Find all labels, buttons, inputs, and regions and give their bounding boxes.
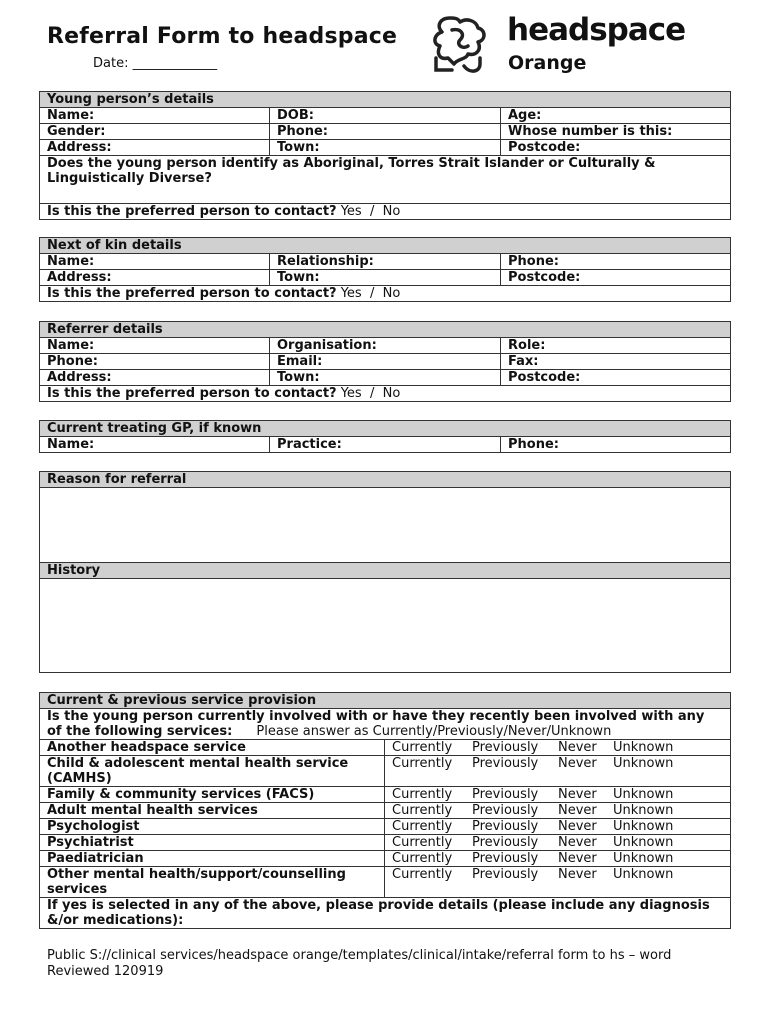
service-label: Adult mental health services [40, 803, 385, 819]
reason-heading: Reason for referral [40, 472, 731, 488]
gp-phone-field[interactable]: Phone: [501, 437, 731, 453]
yp-identify-question[interactable]: Does the young person identify as Aboriginal, Torres Strait Islander or Culturally & Linguistically Diverse? [40, 156, 731, 204]
option-never[interactable]: Never [558, 851, 597, 866]
reason-history-section [39, 471, 731, 673]
yp-preferred-contact[interactable] [40, 204, 731, 220]
date-field[interactable] [93, 56, 217, 71]
ref-role-field[interactable]: Role: [501, 338, 731, 354]
gp-name-field[interactable]: Name: [40, 437, 270, 453]
reason-text-area[interactable] [40, 488, 731, 563]
option-previously[interactable]: Previously [472, 787, 539, 802]
option-currently[interactable]: Currently [392, 787, 453, 802]
next-of-kin-heading: Next of kin details [40, 238, 731, 254]
nok-postcode-field[interactable]: Postcode: [501, 270, 731, 286]
yp-address-field[interactable]: Address: [40, 140, 270, 156]
service-status-options [385, 867, 731, 898]
footer-note: Public S://clinical services/headspace orange/templates/clinical/intake/referral form to hs – word Reviewed 120919 [47, 948, 672, 979]
option-unknown[interactable]: Unknown [613, 819, 674, 834]
ref-yes-no[interactable]: Yes / No [340, 386, 401, 401]
history-heading: History [40, 563, 731, 579]
service-label: Child & adolescent mental health service (CAMHS) [40, 756, 385, 787]
ref-town-field[interactable]: Town: [270, 370, 501, 386]
headspace-logo [430, 12, 690, 78]
gp-section [39, 420, 731, 453]
services-heading: Current & previous service provision [40, 693, 731, 709]
service-label: Another headspace service [40, 740, 385, 756]
option-previously[interactable]: Previously [472, 803, 539, 818]
service-row [40, 835, 731, 851]
option-unknown[interactable]: Unknown [613, 867, 674, 882]
service-label: Paediatrician [40, 851, 385, 867]
history-text-area[interactable] [40, 579, 731, 673]
nok-relationship-field[interactable]: Relationship: [270, 254, 501, 270]
service-row [40, 756, 731, 787]
option-currently[interactable]: Currently [392, 851, 453, 866]
service-status-options [385, 787, 731, 803]
nok-yes-no[interactable]: Yes / No [340, 286, 401, 301]
next-of-kin-section [39, 237, 731, 302]
ref-name-field[interactable]: Name: [40, 338, 270, 354]
option-unknown[interactable]: Unknown [613, 740, 674, 755]
service-row [40, 851, 731, 867]
ref-preferred-contact[interactable] [40, 386, 731, 402]
services-section [39, 692, 731, 929]
ref-phone-field[interactable]: Phone: [40, 354, 270, 370]
service-label: Psychologist [40, 819, 385, 835]
yp-gender-field[interactable]: Gender: [40, 124, 270, 140]
logo-subtitle: Orange [508, 52, 587, 74]
nok-address-field[interactable]: Address: [40, 270, 270, 286]
option-unknown[interactable]: Unknown [613, 756, 674, 771]
services-instruction: Please answer as Currently/Previously/Never/Unknown [256, 724, 612, 739]
service-label: Other mental health/support/counselling services [40, 867, 385, 898]
ref-address-field[interactable]: Address: [40, 370, 270, 386]
service-row [40, 803, 731, 819]
service-status-options [385, 803, 731, 819]
option-never[interactable]: Never [558, 835, 597, 850]
service-row [40, 740, 731, 756]
services-question-text: Is the young person currently involved with or have they recently been involved with any of the following services: [47, 709, 705, 739]
ref-postcode-field[interactable]: Postcode: [501, 370, 731, 386]
yp-age-field[interactable]: Age: [501, 108, 731, 124]
ref-fax-field[interactable]: Fax: [501, 354, 731, 370]
nok-name-field[interactable]: Name: [40, 254, 270, 270]
option-unknown[interactable]: Unknown [613, 803, 674, 818]
option-currently[interactable]: Currently [392, 740, 453, 755]
ref-email-field[interactable]: Email: [270, 354, 501, 370]
ref-preferred-label: Is this the preferred person to contact? [47, 386, 337, 401]
nok-phone-field[interactable]: Phone: [501, 254, 731, 270]
service-status-options [385, 756, 731, 787]
yp-whose-number-field[interactable]: Whose number is this: [501, 124, 731, 140]
option-previously[interactable]: Previously [472, 851, 539, 866]
service-row [40, 819, 731, 835]
option-currently[interactable]: Currently [392, 819, 453, 834]
young-person-section [39, 91, 731, 220]
option-previously[interactable]: Previously [472, 867, 539, 882]
option-never[interactable]: Never [558, 819, 597, 834]
ref-organisation-field[interactable]: Organisation: [270, 338, 501, 354]
option-currently[interactable]: Currently [392, 867, 453, 882]
option-never[interactable]: Never [558, 740, 597, 755]
gp-practice-field[interactable]: Practice: [270, 437, 501, 453]
option-currently[interactable]: Currently [392, 756, 453, 771]
option-never[interactable]: Never [558, 803, 597, 818]
option-previously[interactable]: Previously [472, 740, 539, 755]
young-person-heading: Young person’s details [40, 92, 731, 108]
service-row [40, 787, 731, 803]
service-status-options [385, 740, 731, 756]
referrer-heading: Referrer details [40, 322, 731, 338]
headspace-head-icon [430, 14, 500, 76]
option-never[interactable]: Never [558, 867, 597, 882]
service-status-options [385, 835, 731, 851]
option-never[interactable]: Never [558, 756, 597, 771]
yp-dob-field[interactable]: DOB: [270, 108, 501, 124]
service-status-options [385, 851, 731, 867]
logo-wordmark: headspace [507, 12, 686, 48]
nok-preferred-label: Is this the preferred person to contact? [47, 286, 337, 301]
service-label: Psychiatrist [40, 835, 385, 851]
option-previously[interactable]: Previously [472, 819, 539, 834]
option-unknown[interactable]: Unknown [613, 835, 674, 850]
service-label: Family & community services (FACS) [40, 787, 385, 803]
services-question [40, 709, 731, 740]
option-currently[interactable]: Currently [392, 803, 453, 818]
services-details-question[interactable]: If yes is selected in any of the above, please provide details (please include any diagnosis &/or medications): [40, 898, 731, 929]
referrer-section [39, 321, 731, 402]
date-line: _____________ [132, 56, 218, 71]
nok-town-field[interactable]: Town: [270, 270, 501, 286]
yp-town-field[interactable]: Town: [270, 140, 501, 156]
option-never[interactable]: Never [558, 787, 597, 802]
yp-name-field[interactable]: Name: [40, 108, 270, 124]
yp-preferred-label: Is this the preferred person to contact? [47, 204, 337, 219]
option-currently[interactable]: Currently [392, 835, 453, 850]
service-row [40, 867, 731, 898]
nok-preferred-contact[interactable] [40, 286, 731, 302]
yp-postcode-field[interactable]: Postcode: [501, 140, 731, 156]
option-unknown[interactable]: Unknown [613, 851, 674, 866]
service-status-options [385, 819, 731, 835]
gp-heading: Current treating GP, if known [40, 421, 731, 437]
option-previously[interactable]: Previously [472, 756, 539, 771]
yp-phone-field[interactable]: Phone: [270, 124, 501, 140]
page-title: Referral Form to headspace [47, 24, 398, 49]
date-label: Date: [93, 56, 129, 71]
yp-yes-no[interactable]: Yes / No [340, 204, 401, 219]
option-previously[interactable]: Previously [472, 835, 539, 850]
option-unknown[interactable]: Unknown [613, 787, 674, 802]
